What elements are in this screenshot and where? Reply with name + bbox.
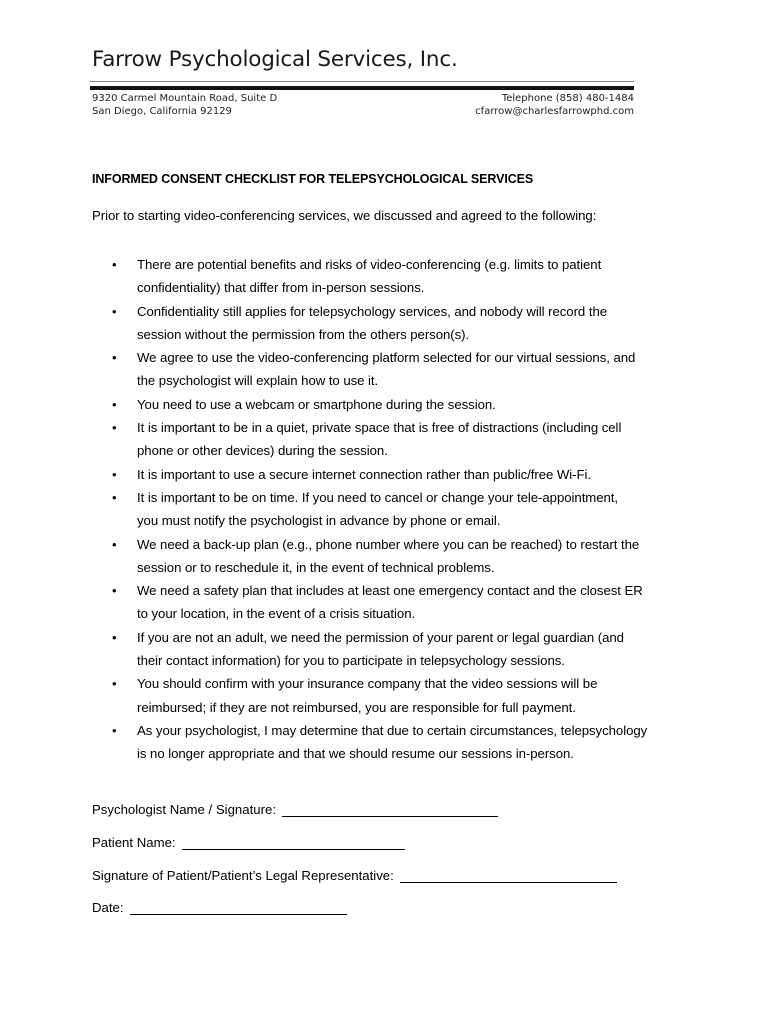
checklist-item-line: As your psychologist, I may determine that due to certain circumstances, telepsychology (137, 722, 648, 738)
bullet-icon: • (112, 396, 117, 412)
checklist-item-line: their contact information) for you to participate in telepsychology sessions. (137, 653, 565, 669)
checklist-item (112, 253, 682, 300)
bullet-icon: • (112, 676, 117, 692)
checklist-item-line: reimbursed; if they are not reimbursed, you are responsible for full payment. (137, 699, 576, 715)
email: cfarrow@charlesfarrowphd.com (475, 106, 634, 117)
checklist-item-line: It is important to be on time. If you need to cancel or change your tele-appointment, (137, 489, 619, 505)
checklist-item-line: If you are not an adult, we need the permission of your parent or legal guardian (and (137, 629, 624, 645)
checklist-item-line: you must notify the psychologist in advance by phone or email. (137, 513, 501, 529)
checklist-item-line: to your location, in the event of a crisis situation. (137, 606, 416, 622)
checklist-item-line: Confidentiality still applies for telepsychology services, and nobody will record the (137, 303, 608, 319)
telephone: Telephone (858) 480-1484 (501, 93, 634, 104)
checklist-item-line: session or to reschedule it, in the event of technical problems. (137, 559, 495, 575)
document-title: INFORMED CONSENT CHECKLIST FOR TELEPSYCHOLOGICAL SERVICES (92, 172, 534, 186)
bullet-icon: • (112, 420, 117, 436)
psychologist-signature-label: Psychologist Name / Signature: (92, 802, 276, 817)
checklist-item-line: the psychologist will explain how to use it. (137, 373, 379, 389)
date-row (92, 900, 347, 915)
checklist-item (112, 300, 682, 347)
patient-signature-field[interactable] (400, 868, 617, 883)
checklist-item-line: confidentiality) that differ from in-person sessions. (137, 280, 425, 296)
checklist-item-line: phone or other devices) during the session. (137, 443, 388, 459)
header-thick-rule (90, 86, 634, 90)
address-line-1: 9320 Carmel Mountain Road, Suite D (92, 93, 278, 104)
patient-signature-label: Signature of Patient/Patient’s Legal Representative: (92, 868, 394, 883)
checklist-item (112, 486, 682, 533)
checklist-item (112, 463, 682, 486)
bullet-icon: • (112, 303, 117, 319)
bullet-icon: • (112, 466, 117, 482)
patient-name-label: Patient Name: (92, 835, 176, 850)
bullet-icon: • (112, 583, 117, 599)
checklist-item (112, 416, 682, 463)
checklist-item-line: We agree to use the video-conferencing platform selected for our virtual sessions, and (137, 350, 636, 366)
date-field[interactable] (130, 900, 347, 915)
bullet-icon: • (112, 350, 117, 366)
header-thin-rule (90, 81, 634, 82)
intro-paragraph: Prior to starting video-conferencing services, we discussed and agreed to the following: (92, 208, 597, 223)
address-line-2: San Diego, California 92129 (92, 106, 232, 117)
checklist-item (112, 346, 682, 393)
checklist-item (112, 533, 682, 580)
organization-name: Farrow Psychological Services, Inc. (92, 47, 458, 72)
bullet-icon: • (112, 629, 117, 645)
checklist-item (112, 579, 682, 626)
address-block (92, 92, 277, 118)
contact-block (475, 92, 634, 118)
bullet-icon: • (112, 536, 117, 552)
checklist-item-line: You need to use a webcam or smartphone during the session. (137, 396, 496, 412)
checklist-item (112, 393, 682, 416)
checklist-item-line: We need a safety plan that includes at least one emergency contact and the closest ER (137, 583, 643, 599)
bullet-icon: • (112, 257, 117, 272)
checklist-item-line: It is important to be in a quiet, private space that is free of distractions (including cell (137, 420, 622, 436)
checklist-item-line: There are potential benefits and risks of video-conferencing (e.g. limits to patient (137, 257, 602, 272)
checklist-item-line: We need a back-up plan (e.g., phone number where you can be reached) to restart the (137, 536, 640, 552)
checklist-item (112, 626, 682, 673)
checklist-item-line: You should confirm with your insurance company that the video sessions will be (137, 676, 598, 692)
checklist-item-line: is no longer appropriate and that we should resume our sessions in-person. (137, 746, 574, 762)
psychologist-signature-row (92, 802, 498, 817)
patient-name-field[interactable] (182, 835, 405, 850)
checklist-item (112, 719, 682, 766)
bullet-icon: • (112, 489, 117, 505)
checklist-item-line: It is important to use a secure internet connection rather than public/free Wi-Fi. (137, 466, 592, 482)
date-label: Date: (92, 900, 124, 915)
bullet-icon: • (112, 722, 117, 738)
checklist-item-line: session without the permission from the others person(s). (137, 326, 470, 342)
psychologist-signature-field[interactable] (282, 802, 498, 817)
checklist-item (112, 672, 682, 719)
patient-name-row (92, 835, 405, 850)
patient-signature-row (92, 868, 617, 883)
checklist (112, 253, 682, 766)
